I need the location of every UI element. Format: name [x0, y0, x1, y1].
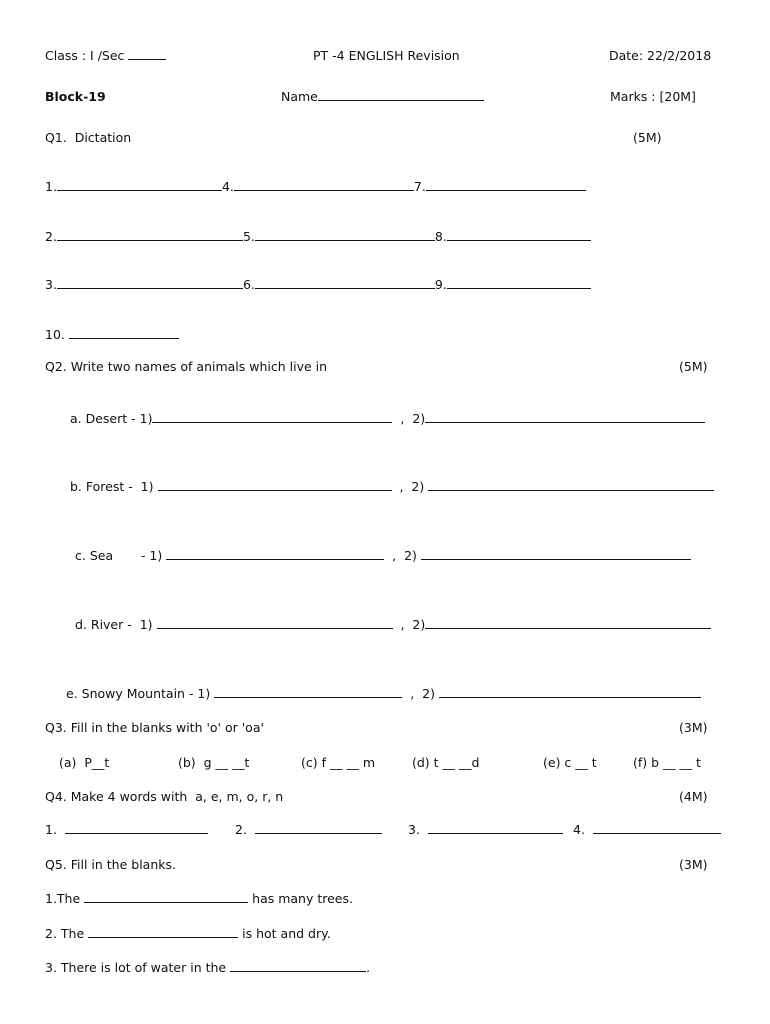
dictation-blank-9[interactable]	[447, 277, 591, 289]
sea-blank-1[interactable]	[166, 548, 384, 560]
desert-blank-2[interactable]	[425, 411, 705, 423]
forest-blank-1[interactable]	[158, 479, 392, 491]
q2-item-sea: c. Sea - 1) , 2)	[75, 548, 691, 564]
block-label: Block-19	[45, 89, 106, 104]
q3-marks: (3M)	[679, 720, 708, 735]
river-blank-2[interactable]	[425, 617, 711, 629]
q5-line-2: 2. The is hot and dry.	[45, 926, 331, 941]
q4-word-4: 4.	[573, 822, 721, 838]
dictation-blank-1[interactable]	[57, 179, 222, 191]
section-blank[interactable]	[128, 48, 166, 60]
dictation-row-1: 1. 4. 7.	[45, 179, 586, 195]
q2-marks: (5M)	[679, 359, 708, 374]
q2-item-forest: b. Forest - 1) , 2)	[70, 479, 714, 495]
q4-word-1: 1.	[45, 822, 208, 838]
dictation-blank-2[interactable]	[57, 229, 243, 241]
q2-item-desert: a. Desert - 1) , 2)	[70, 411, 705, 427]
dictation-blank-6[interactable]	[255, 277, 435, 289]
q3-item-c[interactable]: (c) f __ __ m	[301, 755, 376, 770]
q5-blank-1[interactable]	[84, 891, 248, 903]
q4-word-2: 2.	[235, 822, 382, 838]
q5-label: Q5. Fill in the blanks.	[45, 857, 176, 872]
page-title: PT -4 ENGLISH Revision	[313, 48, 460, 63]
name-label: Name	[281, 89, 484, 105]
word-blank-4[interactable]	[593, 822, 721, 834]
dictation-row-3: 3. 6. 9.	[45, 277, 591, 293]
q2-item-snowy-mountain: e. Snowy Mountain - 1) , 2)	[66, 686, 701, 702]
q5-marks: (3M)	[679, 857, 708, 872]
q4-label: Q4. Make 4 words with a, e, m, o, r, n	[45, 789, 284, 804]
dictation-blank-4[interactable]	[234, 179, 414, 191]
q1-marks: (5M)	[633, 130, 662, 145]
q5-line-3: 3. There is lot of water in the .	[45, 960, 371, 975]
q2-label: Q2. Write two names of animals which live in	[45, 359, 328, 374]
dictation-blank-10[interactable]	[69, 327, 179, 339]
q3-item-b[interactable]: (b) g __ __t	[178, 755, 250, 770]
dictation-row-4: 10.	[45, 327, 179, 343]
dictation-blank-8[interactable]	[447, 229, 591, 241]
dictation-row-2: 2. 5. 8.	[45, 229, 591, 245]
class-label: Class : I /Sec	[45, 48, 166, 64]
q2-item-river: d. River - 1) , 2)	[75, 617, 711, 633]
q5-line-1: 1.The has many trees.	[45, 891, 353, 906]
dictation-blank-7[interactable]	[426, 179, 586, 191]
q1-label: Q1. Dictation	[45, 130, 132, 145]
name-blank[interactable]	[318, 89, 484, 101]
q4-word-3: 3.	[408, 822, 563, 838]
dictation-blank-3[interactable]	[57, 277, 243, 289]
sea-blank-2[interactable]	[421, 548, 691, 560]
word-blank-3[interactable]	[428, 822, 563, 834]
dictation-blank-5[interactable]	[255, 229, 435, 241]
date-label: Date: 22/2/2018	[609, 48, 712, 63]
snowy-mountain-blank-2[interactable]	[439, 686, 701, 698]
q3-item-e[interactable]: (e) c __ t	[543, 755, 597, 770]
q3-item-f[interactable]: (f) b __ __ t	[633, 755, 701, 770]
river-blank-1[interactable]	[157, 617, 393, 629]
q4-marks: (4M)	[679, 789, 708, 804]
q5-blank-3[interactable]	[230, 960, 366, 972]
q3-item-a[interactable]: (a) P__t	[59, 755, 110, 770]
desert-blank-1[interactable]	[152, 411, 392, 423]
word-blank-1[interactable]	[65, 822, 208, 834]
q5-blank-2[interactable]	[88, 926, 238, 938]
snowy-mountain-blank-1[interactable]	[214, 686, 402, 698]
forest-blank-2[interactable]	[428, 479, 714, 491]
word-blank-2[interactable]	[255, 822, 382, 834]
q3-label: Q3. Fill in the blanks with 'o' or 'oa'	[45, 720, 264, 735]
q3-item-d[interactable]: (d) t __ __d	[412, 755, 480, 770]
marks-label: Marks : [20M]	[610, 89, 696, 104]
